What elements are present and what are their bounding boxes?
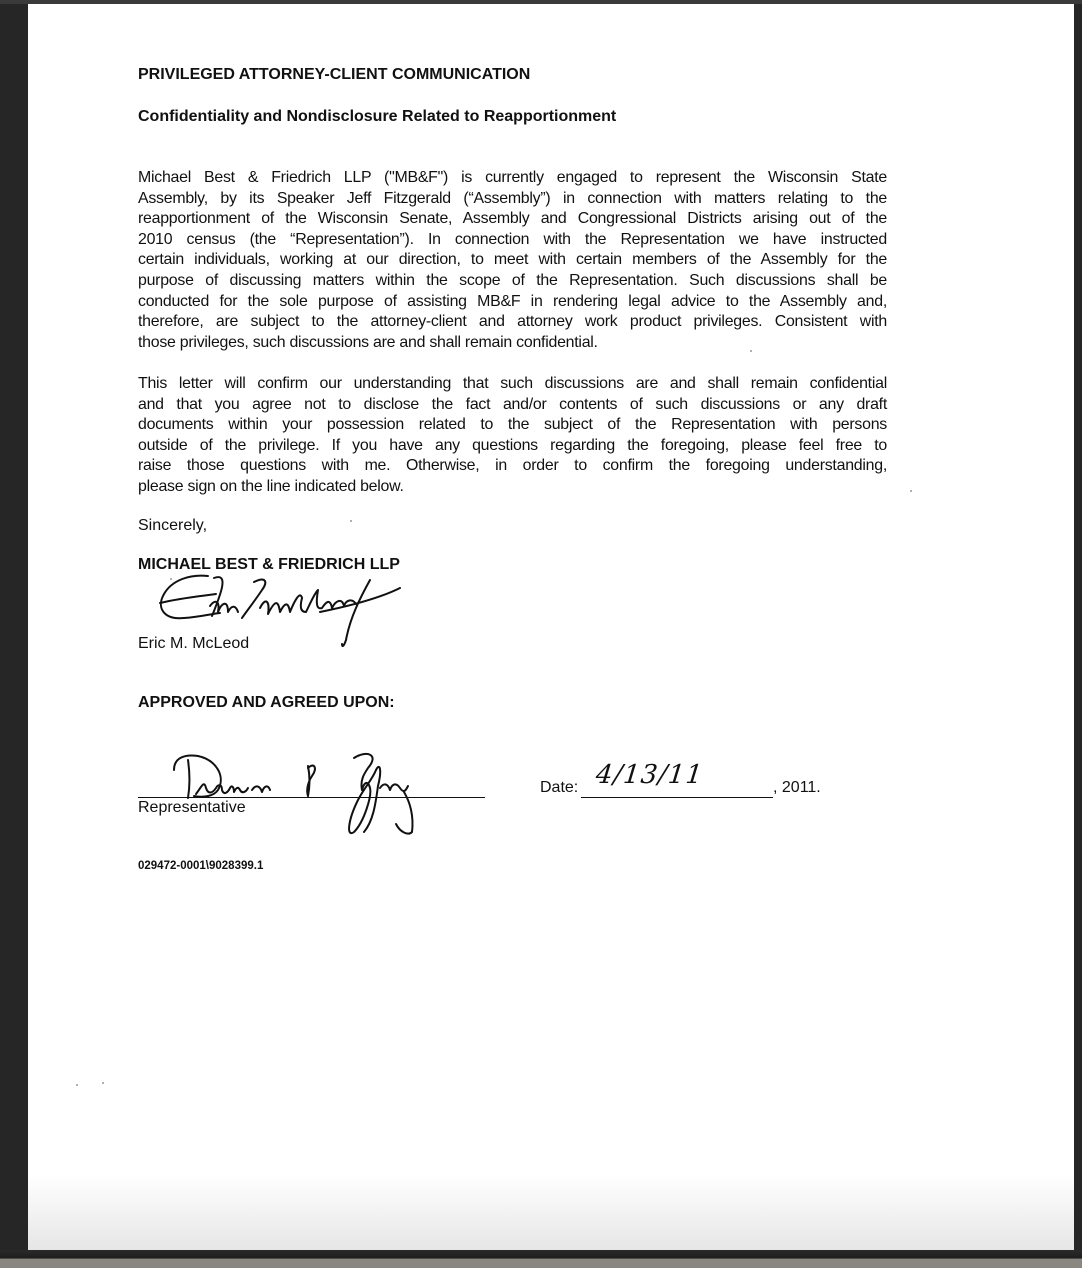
paragraph-2-line: raise those questions with me. Otherwise, in order to confirm the foregoing understanding, <box>138 457 887 475</box>
paragraph-1-line: certain individuals, working at our direction, to meet with certain members of the Assembly for the <box>138 251 887 269</box>
paragraph-2-line: and that you agree not to disclose the fact and/or contents of such discussions or any draft <box>138 395 887 413</box>
date-label: Date: <box>540 779 579 796</box>
date-line <box>581 797 773 798</box>
date-year: , 2011. <box>773 779 821 796</box>
paragraph-1-line: purpose of discussing matters within the scope of the Representation. Such discussions shall be <box>138 271 887 289</box>
body-paragraph-1 <box>138 168 887 353</box>
document-id: 029472-0001\9028399.1 <box>138 860 264 872</box>
paragraph-2-line: outside of the privilege. If you have any questions regarding the foregoing, please feel free to <box>138 436 887 454</box>
scan-speck <box>76 1084 78 1086</box>
firm-name: MICHAEL BEST & FRIEDRICH LLP <box>138 556 400 573</box>
scan-speck <box>350 520 352 522</box>
paragraph-1-line: Assembly, by its Speaker Jeff Fitzgerald (“Assembly”) in connection with matters relating to the <box>138 189 887 207</box>
paragraph-1-line: therefore, are subject to the attorney-client and attorney work product privileges. Consistent with <box>138 313 887 331</box>
body-paragraph-2 <box>138 374 887 498</box>
representative-label: Representative <box>138 799 246 816</box>
paragraph-2-line: please sign on the line indicated below. <box>138 477 404 495</box>
paragraph-2-line: This letter will confirm our understanding that such discussions are and shall remain confidential <box>138 375 887 392</box>
paragraph-1-line: those privileges, such discussions are and shall remain confidential. <box>138 333 598 351</box>
paragraph-1-line: reapportionment of the Wisconsin Senate, Assembly and Congressional Districts arising out of the <box>138 210 887 228</box>
paragraph-1-line: Michael Best & Friedrich LLP ("MB&F") is currently engaged to represent the Wisconsin State <box>138 169 887 186</box>
signer-name: Eric M. McLeod <box>138 635 250 652</box>
date-handwritten: 4/13/11 <box>594 760 705 790</box>
viewer-bottom-bar <box>0 1250 1082 1268</box>
paragraph-2-line: documents within your possession related to the subject of the Representation with persons <box>138 416 887 434</box>
paragraph-1-line: conducted for the sole purpose of assisting MB&F in rendering legal advice to the Assembly and, <box>138 292 887 310</box>
privileged-header: PRIVILEGED ATTORNEY-CLIENT COMMUNICATION <box>138 66 531 83</box>
closing-salutation: Sincerely, <box>138 517 208 534</box>
scan-speck <box>750 350 752 352</box>
scan-speck <box>102 1082 104 1084</box>
representative-signature-icon <box>168 740 468 840</box>
approval-heading: APPROVED AND AGREED UPON: <box>138 694 395 711</box>
scan-speck <box>910 490 912 492</box>
paragraph-1-line: 2010 census (the “Representation”). In connection with the Representation we have instructed <box>138 230 887 248</box>
scan-speck <box>170 578 172 580</box>
subject-line: Confidentiality and Nondisclosure Related to Reapportionment <box>138 108 617 125</box>
